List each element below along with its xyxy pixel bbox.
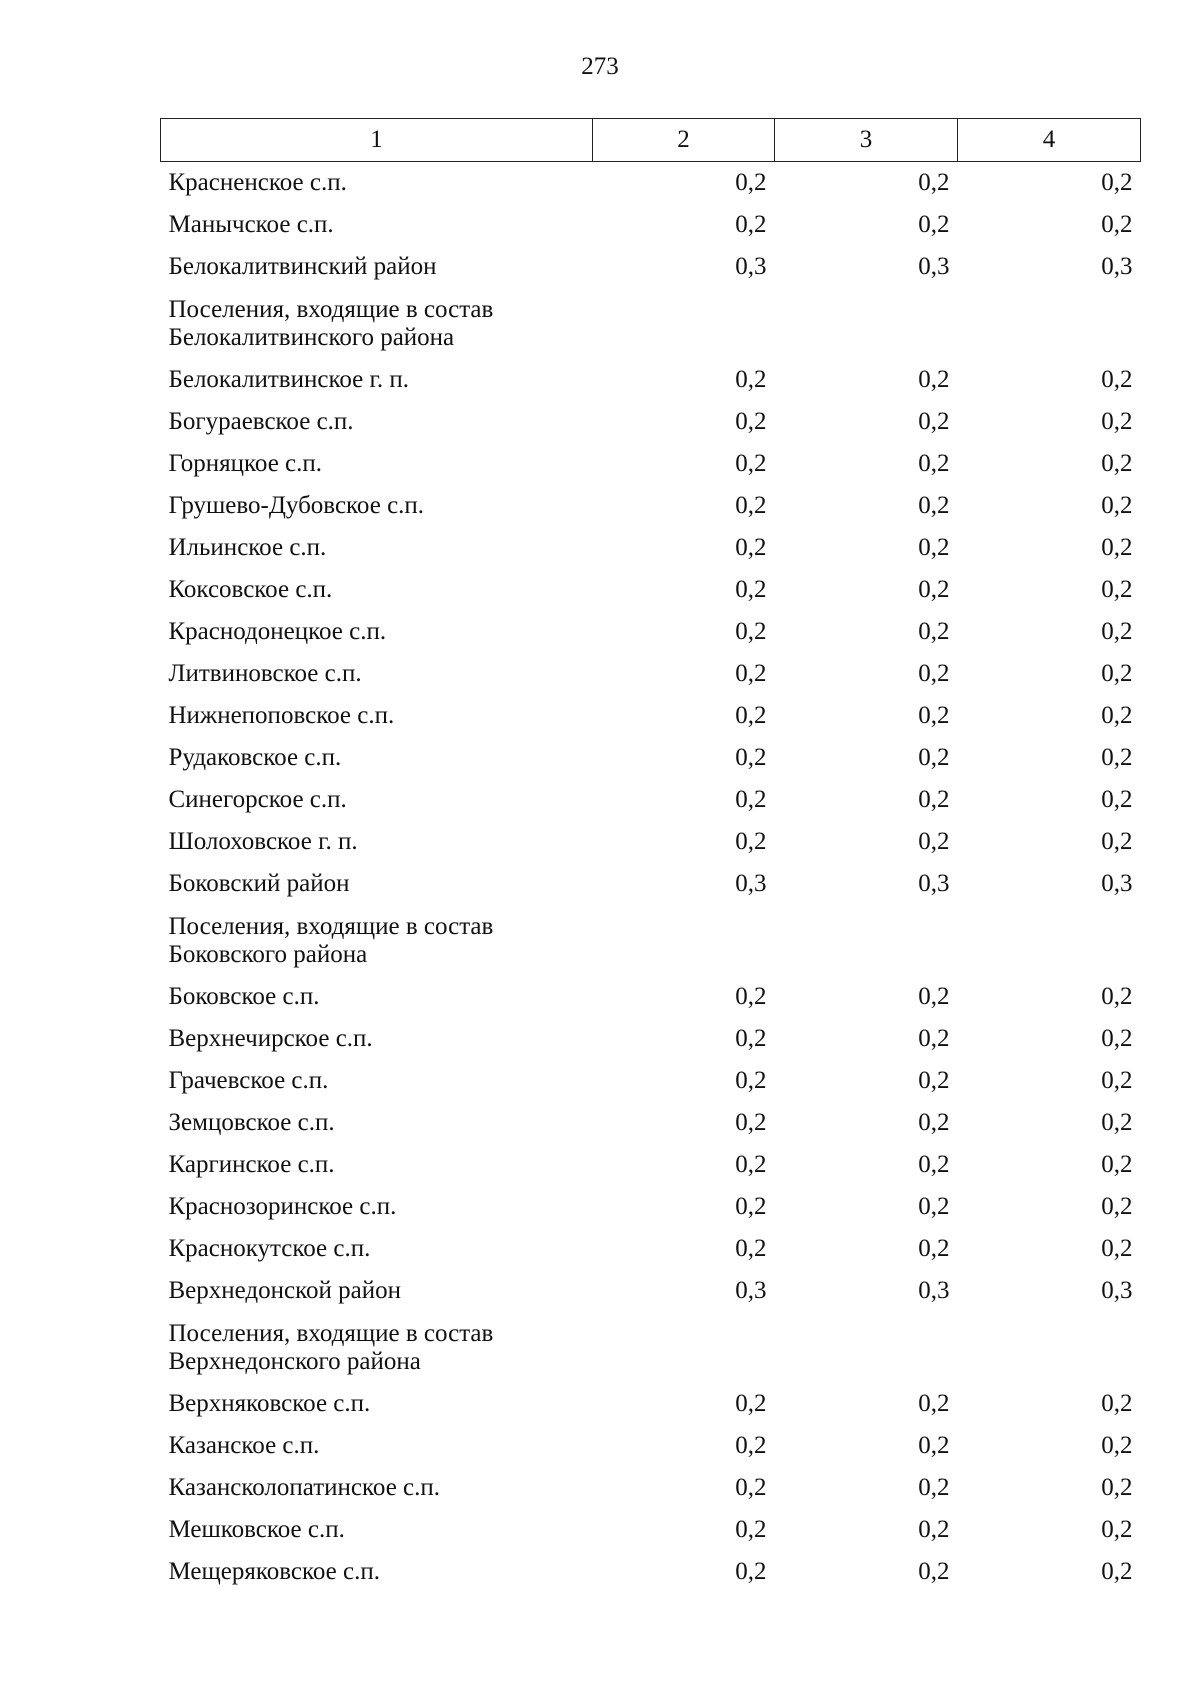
row-value-col4: 0,2 (1101, 1025, 1133, 1052)
row-value-col4 (958, 905, 1141, 976)
table-row (161, 1060, 1141, 1102)
table-row (161, 1551, 1141, 1593)
row-value-col3: 0,2 (918, 744, 950, 771)
row-value-col2: 0,2 (735, 1067, 767, 1094)
row-value-col2: 0,2 (735, 1151, 767, 1178)
header-cell-3: 3 (775, 119, 958, 162)
row-value-col3: 0,2 (918, 1067, 950, 1094)
row-value-col2: 0,2 (735, 1516, 767, 1543)
row-value-col2: 0,2 (735, 1390, 767, 1417)
table-row (161, 1383, 1141, 1425)
row-value-col4: 0,2 (1101, 1067, 1133, 1094)
row-name: Мешковское с.п. (168, 1516, 345, 1543)
page-number: 273 (581, 53, 619, 80)
row-value-col4: 0,2 (1101, 1390, 1133, 1417)
row-value-col4: 0,2 (1101, 1109, 1133, 1136)
table-row (161, 1509, 1141, 1551)
row-value-col2: 0,2 (735, 492, 767, 519)
row-value-col4: 0,2 (1101, 1235, 1133, 1262)
row-value-col3: 0,2 (918, 1432, 950, 1459)
row-value-col3: 0,3 (918, 870, 950, 897)
row-value-col2: 0,2 (735, 1025, 767, 1052)
row-value-col3: 0,2 (918, 366, 950, 393)
header-cell-1: 1 (161, 119, 593, 162)
row-value-col4: 0,2 (1101, 828, 1133, 855)
row-value-col4: 0,2 (1101, 492, 1133, 519)
row-value-col2: 0,2 (735, 660, 767, 687)
row-value-col3: 0,2 (918, 534, 950, 561)
table-row (161, 1425, 1141, 1467)
row-value-col2 (593, 288, 775, 359)
row-value-col4: 0,3 (1101, 1277, 1133, 1304)
row-value-col4: 0,2 (1101, 1193, 1133, 1220)
row-value-col4: 0,2 (1101, 618, 1133, 645)
row-name: Земцовское с.п. (168, 1109, 335, 1136)
row-name: Горняцкое с.п. (168, 450, 323, 477)
table-group-row (161, 905, 1141, 976)
table-row (161, 976, 1141, 1018)
row-value-col2: 0,2 (735, 1109, 767, 1136)
row-name: Шолоховское г. п. (168, 828, 358, 855)
table-row (161, 737, 1141, 779)
table-row (161, 204, 1141, 246)
row-value-col2: 0,3 (735, 253, 767, 280)
row-value-col3: 0,2 (918, 702, 950, 729)
row-value-col3: 0,3 (918, 253, 950, 280)
row-value-col4: 0,2 (1101, 660, 1133, 687)
row-value-col4: 0,2 (1101, 169, 1133, 196)
row-value-col3: 0,2 (918, 828, 950, 855)
row-name: Поселения, входящие в состав Боковского района (168, 912, 494, 968)
row-value-col4: 0,2 (1101, 983, 1133, 1010)
row-value-col3: 0,2 (918, 169, 950, 196)
row-name: Мещеряковское с.п. (168, 1558, 380, 1585)
row-value-col3: 0,2 (918, 450, 950, 477)
row-value-col3 (775, 1312, 958, 1383)
row-value-col2: 0,2 (735, 1235, 767, 1262)
table-row (161, 1018, 1141, 1060)
row-value-col2: 0,2 (735, 366, 767, 393)
row-name: Синегорское с.п. (168, 786, 347, 813)
row-value-col4: 0,2 (1101, 702, 1133, 729)
table-row (161, 569, 1141, 611)
table-row (161, 162, 1141, 205)
row-name: Белокалитвинский район (168, 253, 437, 280)
row-value-col3: 0,2 (918, 1474, 950, 1501)
row-value-col3: 0,2 (918, 1390, 950, 1417)
row-value-col2: 0,2 (735, 744, 767, 771)
row-name: Краснодонецкое с.п. (168, 618, 387, 645)
row-name: Белокалитвинское г. п. (168, 366, 410, 393)
row-value-col4 (958, 1312, 1141, 1383)
row-value-col2: 0,3 (735, 1277, 767, 1304)
row-value-col4: 0,2 (1101, 1432, 1133, 1459)
row-value-col3: 0,2 (918, 1516, 950, 1543)
row-name: Грушево-Дубовское с.п. (168, 492, 425, 519)
row-value-col3: 0,2 (918, 576, 950, 603)
row-value-col2: 0,2 (735, 576, 767, 603)
row-value-col3: 0,2 (918, 408, 950, 435)
table-row (161, 653, 1141, 695)
row-name: Боковское с.п. (168, 983, 320, 1010)
row-value-col2: 0,2 (735, 169, 767, 196)
table-row (161, 779, 1141, 821)
data-table (160, 118, 1141, 1593)
row-value-col3: 0,2 (918, 211, 950, 238)
row-value-col4: 0,3 (1101, 870, 1133, 897)
header-cell-2: 2 (593, 119, 775, 162)
table-row (161, 1467, 1141, 1509)
table-row (161, 485, 1141, 527)
row-value-col4 (958, 288, 1141, 359)
row-value-col4: 0,2 (1101, 408, 1133, 435)
table-row (161, 1186, 1141, 1228)
table-row (161, 401, 1141, 443)
row-value-col4: 0,3 (1101, 253, 1133, 280)
row-name: Краснозоринское с.п. (168, 1193, 397, 1220)
row-value-col4: 0,2 (1101, 211, 1133, 238)
row-name: Казанское с.п. (168, 1432, 320, 1459)
header-cell-4: 4 (958, 119, 1141, 162)
row-value-col4: 0,2 (1101, 534, 1133, 561)
row-value-col4: 0,2 (1101, 576, 1133, 603)
row-value-col4: 0,2 (1101, 1474, 1133, 1501)
row-value-col2: 0,2 (735, 1432, 767, 1459)
row-name: Каргинское с.п. (168, 1151, 335, 1178)
row-name: Манычское с.п. (168, 211, 334, 238)
table-row (161, 863, 1141, 905)
row-value-col2: 0,2 (735, 1558, 767, 1585)
row-value-col3: 0,2 (918, 618, 950, 645)
row-name: Боковский район (168, 870, 350, 897)
table-group-row (161, 288, 1141, 359)
row-name: Ильинское с.п. (168, 534, 327, 561)
row-value-col2: 0,2 (735, 828, 767, 855)
row-value-col4: 0,2 (1101, 450, 1133, 477)
row-value-col3: 0,2 (918, 1025, 950, 1052)
table-row (161, 359, 1141, 401)
row-value-col2 (593, 905, 775, 976)
row-value-col3: 0,2 (918, 1558, 950, 1585)
row-value-col3: 0,2 (918, 1109, 950, 1136)
row-value-col2: 0,2 (735, 211, 767, 238)
row-value-col4: 0,2 (1101, 786, 1133, 813)
row-value-col2: 0,2 (735, 1474, 767, 1501)
row-value-col2: 0,2 (735, 983, 767, 1010)
table-row (161, 443, 1141, 485)
row-value-col3 (775, 905, 958, 976)
row-value-col4: 0,2 (1101, 744, 1133, 771)
row-value-col2: 0,2 (735, 786, 767, 813)
table-row (161, 1270, 1141, 1312)
table-row (161, 1144, 1141, 1186)
table-body (161, 162, 1141, 1594)
header-row (161, 119, 1141, 162)
row-value-col2: 0,2 (735, 1193, 767, 1220)
row-value-col4: 0,2 (1101, 366, 1133, 393)
row-name: Поселения, входящие в состав Белокалитвинского района (168, 295, 494, 351)
row-value-col4: 0,2 (1101, 1558, 1133, 1585)
table-row (161, 1228, 1141, 1270)
row-value-col3: 0,2 (918, 1193, 950, 1220)
row-value-col2: 0,2 (735, 618, 767, 645)
row-name: Коксовское с.п. (168, 576, 333, 603)
table-header (161, 119, 1141, 162)
row-value-col2: 0,2 (735, 534, 767, 561)
row-value-col3: 0,2 (918, 1151, 950, 1178)
row-name: Казансколопатинское с.п. (168, 1474, 441, 1501)
row-value-col3: 0,2 (918, 1235, 950, 1262)
row-value-col2 (593, 1312, 775, 1383)
row-name: Литвиновское с.п. (168, 660, 362, 687)
row-value-col2: 0,3 (735, 870, 767, 897)
row-name: Рудаковское с.п. (168, 744, 342, 771)
row-name: Богураевское с.п. (168, 408, 354, 435)
table-group-row (161, 1312, 1141, 1383)
row-value-col2: 0,2 (735, 408, 767, 435)
row-value-col4: 0,2 (1101, 1151, 1133, 1178)
row-value-col3: 0,2 (918, 786, 950, 813)
row-name: Красненское с.п. (168, 169, 347, 196)
table-row (161, 821, 1141, 863)
row-value-col3: 0,3 (918, 1277, 950, 1304)
table-row (161, 527, 1141, 569)
row-name: Поселения, входящие в состав Верхнедонского района (168, 1319, 494, 1375)
row-value-col3: 0,2 (918, 660, 950, 687)
row-value-col4: 0,2 (1101, 1516, 1133, 1543)
row-value-col2: 0,2 (735, 450, 767, 477)
row-value-col2: 0,2 (735, 702, 767, 729)
row-value-col3: 0,2 (918, 492, 950, 519)
row-name: Верхняковское с.п. (168, 1390, 371, 1417)
row-name: Нижнепоповское с.п. (168, 702, 395, 729)
row-name: Верхнечирское с.п. (168, 1025, 373, 1052)
table-row (161, 1102, 1141, 1144)
row-value-col3 (775, 288, 958, 359)
row-name: Верхнедонской район (168, 1277, 401, 1304)
table-row (161, 611, 1141, 653)
row-name: Грачевское с.п. (168, 1067, 329, 1094)
row-value-col3: 0,2 (918, 983, 950, 1010)
table-row (161, 246, 1141, 288)
row-name: Краснокутское с.п. (168, 1235, 371, 1262)
table-row (161, 695, 1141, 737)
